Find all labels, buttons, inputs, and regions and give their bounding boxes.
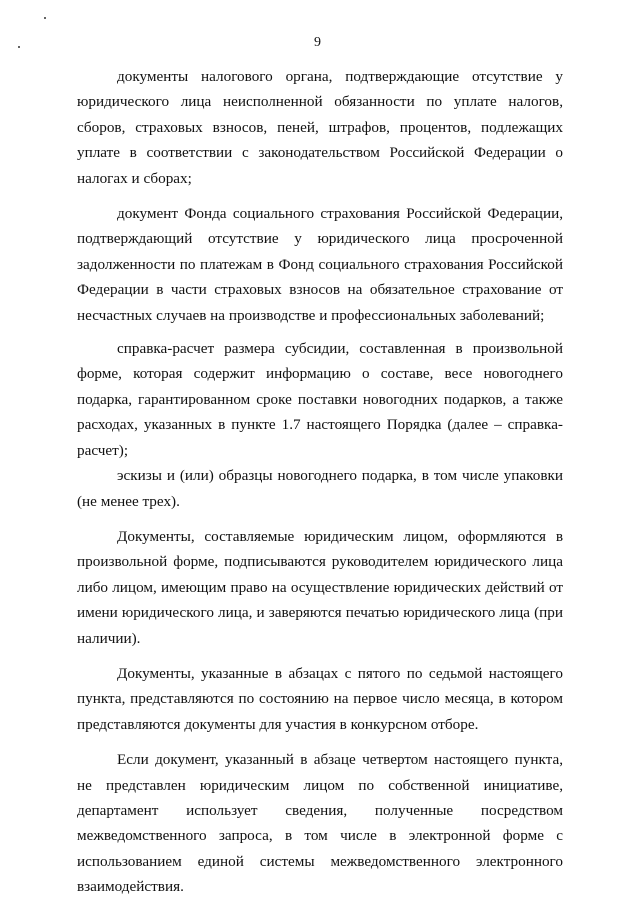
paragraph-tax-documents: документы налогового органа, подтверждающие отсутствие у юридического лица неисполненной обязанности по уплате налогов, сборов, страховых взносов, пеней, штрафов, процентов, подлежащих уплате в соответствии с законодательством Российской Федерации о налогах и сборах; bbox=[77, 68, 563, 187]
paragraph-social-insurance-document: документ Фонда социального страхования Российской Федерации, подтверждающий отсутствие у юридического лица просроченной задолженности по платежам в Фонд социального страхования Российской Федерации в части страховых взносов на обязательное страхование от несчастных случаев на производстве и профессиональных заболеваний; bbox=[77, 205, 563, 324]
paragraph-interagency-request: Если документ, указанный в абзаце четвертом настоящего пункта, не представлен юридическим лицом по собственной инициативе, департамент использует сведения, полученные посредством межведомственного запроса, в том числе в электронной форме с использованием единой системы межведомственного электронного взаимодействия. bbox=[77, 751, 563, 896]
page-number: 9 bbox=[314, 35, 321, 50]
paragraph-document-date: Документы, указанные в абзацах с пятого по седьмой настоящего пункта, представляются по состоянию на первое число месяца, в котором представляются документы для участия в конкурсном отборе. bbox=[77, 664, 563, 733]
scan-artifact-dot bbox=[44, 17, 46, 19]
document-body bbox=[77, 64, 563, 900]
paragraph-document-format: Документы, составляемые юридическим лицом, оформляются в произвольной форме, подписываются руководителем юридического лица либо лицом, имеющим право на осуществление юридических действий от имени юридического лица, и заверяются печатью юридического лица (при наличии). bbox=[77, 527, 563, 647]
paragraph-subsidy-calculation: справка-расчет размера субсидии, составленная в произвольной форме, которая содержит информацию о составе, весе новогоднего подарка, гарантированном сроке поставки новогодних подарков, а также расходах, указанных в пункте 1.7 настоящего Порядка (далее – справка-расчет); bbox=[77, 340, 563, 459]
paragraph-gift-sketches: эскизы и (или) образцы новогоднего подарка, в том числе упаковки (не менее трех). bbox=[77, 467, 563, 510]
